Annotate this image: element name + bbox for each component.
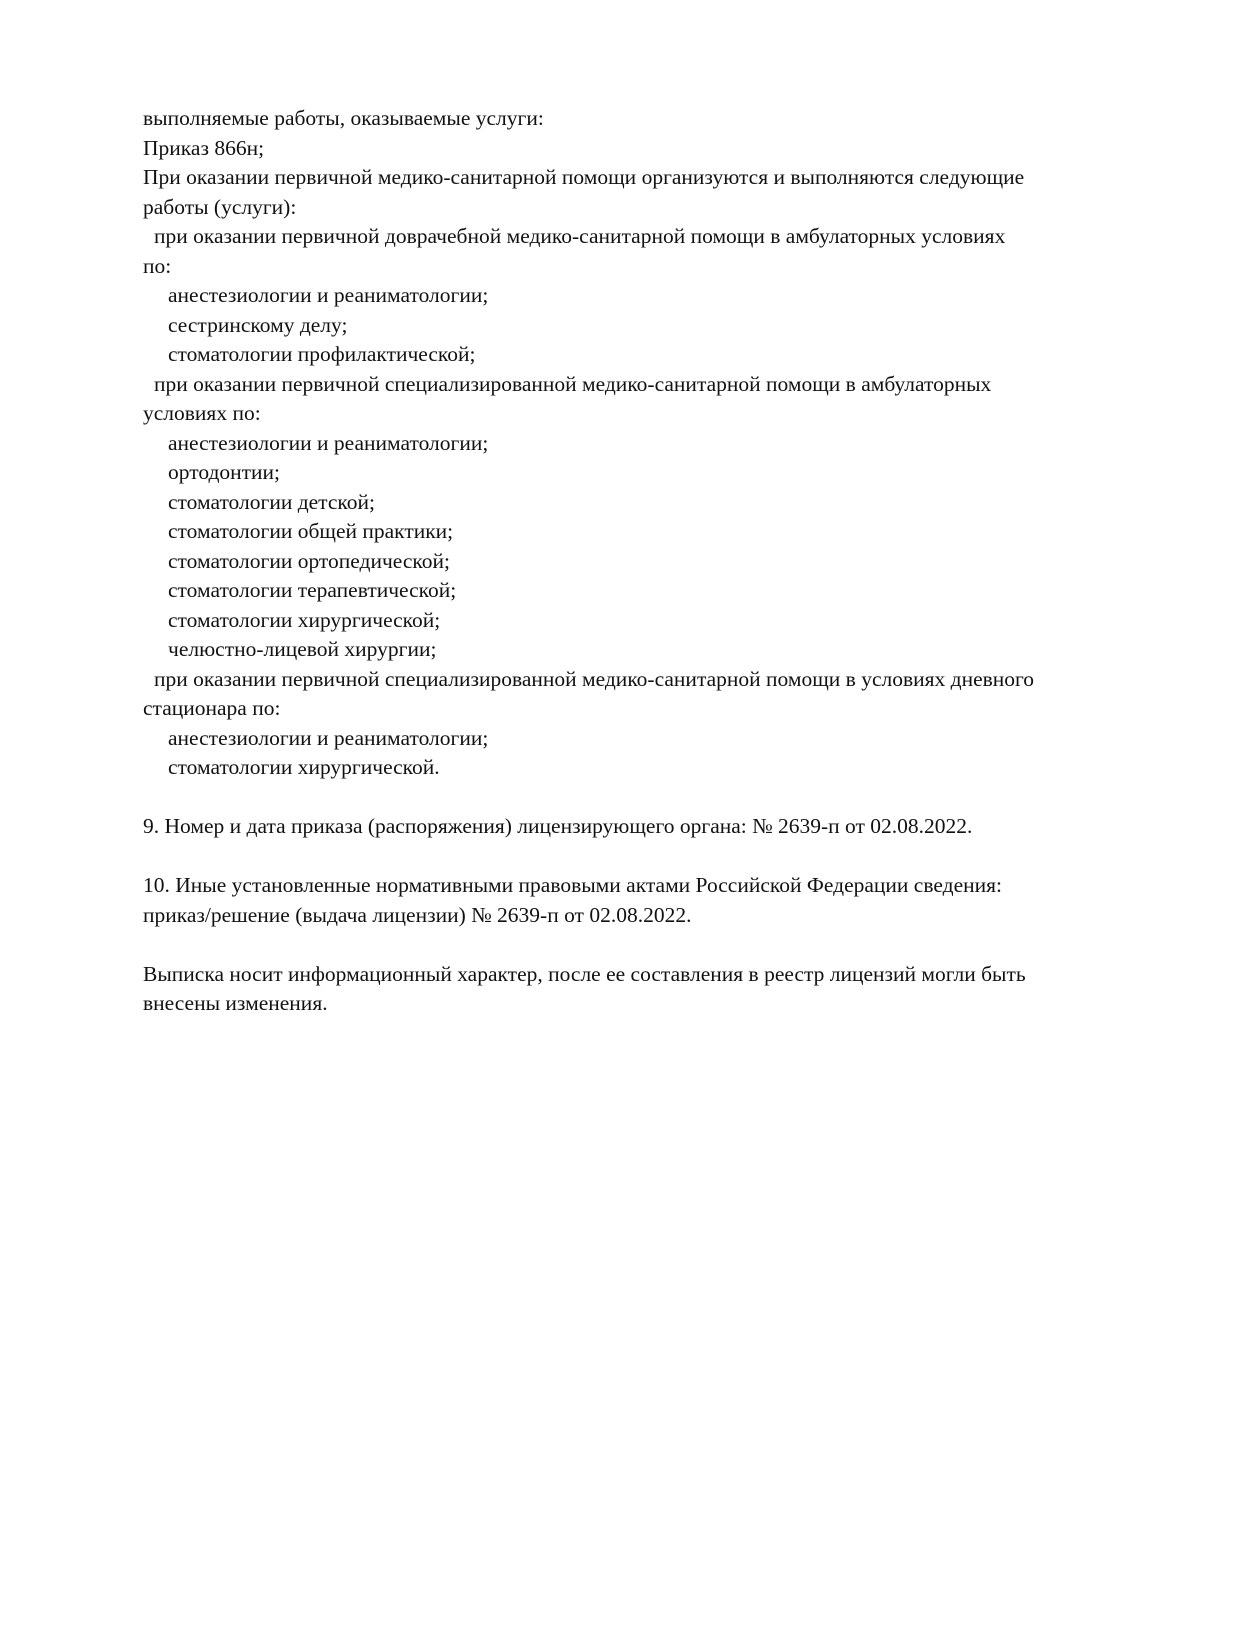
day-hospital-heading-line-2: стационара по:: [143, 696, 281, 720]
list-item: стоматологии профилактической;: [168, 342, 476, 366]
spacer: [143, 930, 1153, 960]
list-item: ортодонтии;: [168, 460, 281, 484]
prehospital-heading-line-2: по:: [143, 253, 172, 278]
item-9-order-number: 9. Номер и дата приказа (распоряжения) лицензирующего органа: № 2639-п от 02.08.2022.: [143, 814, 973, 838]
specialized-outpatient-heading-line-2: условиях по:: [143, 401, 261, 425]
footer-note-line-1: Выписка носит информационный характер, после ее составления в реестр лицензий могли быть: [143, 961, 1026, 986]
list-item: анестезиологии и реаниматологии;: [168, 725, 489, 750]
list-item: стоматологии ортопедической;: [168, 548, 451, 573]
list-item: стоматологии терапевтической;: [168, 578, 457, 602]
list-item: стоматологии хирургической;: [168, 607, 441, 632]
list-item: стоматологии общей практики;: [168, 519, 454, 543]
general-statement-line-2: работы (услуги):: [143, 194, 297, 219]
day-hospital-heading-line-1: при оказании первичной специализированной медико-санитарной помощи в условиях дневного: [154, 666, 1035, 691]
specialized-outpatient-heading-line-1: при оказании первичной специализированной медико-санитарной помощи в амбулаторных: [154, 371, 992, 396]
list-item: стоматологии хирургической.: [168, 755, 440, 779]
item-10-line-2: приказ/решение (выдача лицензии) № 2639-п от 02.08.2022.: [143, 902, 692, 927]
list-item: сестринскому делу;: [168, 312, 348, 337]
list-item: анестезиологии и реаниматологии;: [168, 283, 489, 307]
list-item: челюстно-лицевой хирургии;: [168, 637, 437, 661]
spacer: [143, 783, 1153, 813]
works-heading: выполняемые работы, оказываемые услуги:: [143, 106, 544, 130]
item-10-line-1: 10. Иные установленные нормативными правовыми актами Российской Федерации сведения:: [143, 873, 1002, 897]
order-reference: Приказ 866н;: [143, 135, 265, 160]
list-item: стоматологии детской;: [168, 489, 375, 514]
document-body: [143, 104, 1153, 1019]
general-statement-line-1: При оказании первичной медико-санитарной помощи организуются и выполняются следующие: [143, 165, 1025, 189]
list-item: анестезиологии и реаниматологии;: [168, 430, 489, 455]
spacer: [143, 842, 1153, 872]
footer-note-line-2: внесены изменения.: [143, 991, 328, 1015]
prehospital-heading-line-1: при оказании первичной доврачебной медико-санитарной помощи в амбулаторных условиях: [154, 224, 1006, 248]
